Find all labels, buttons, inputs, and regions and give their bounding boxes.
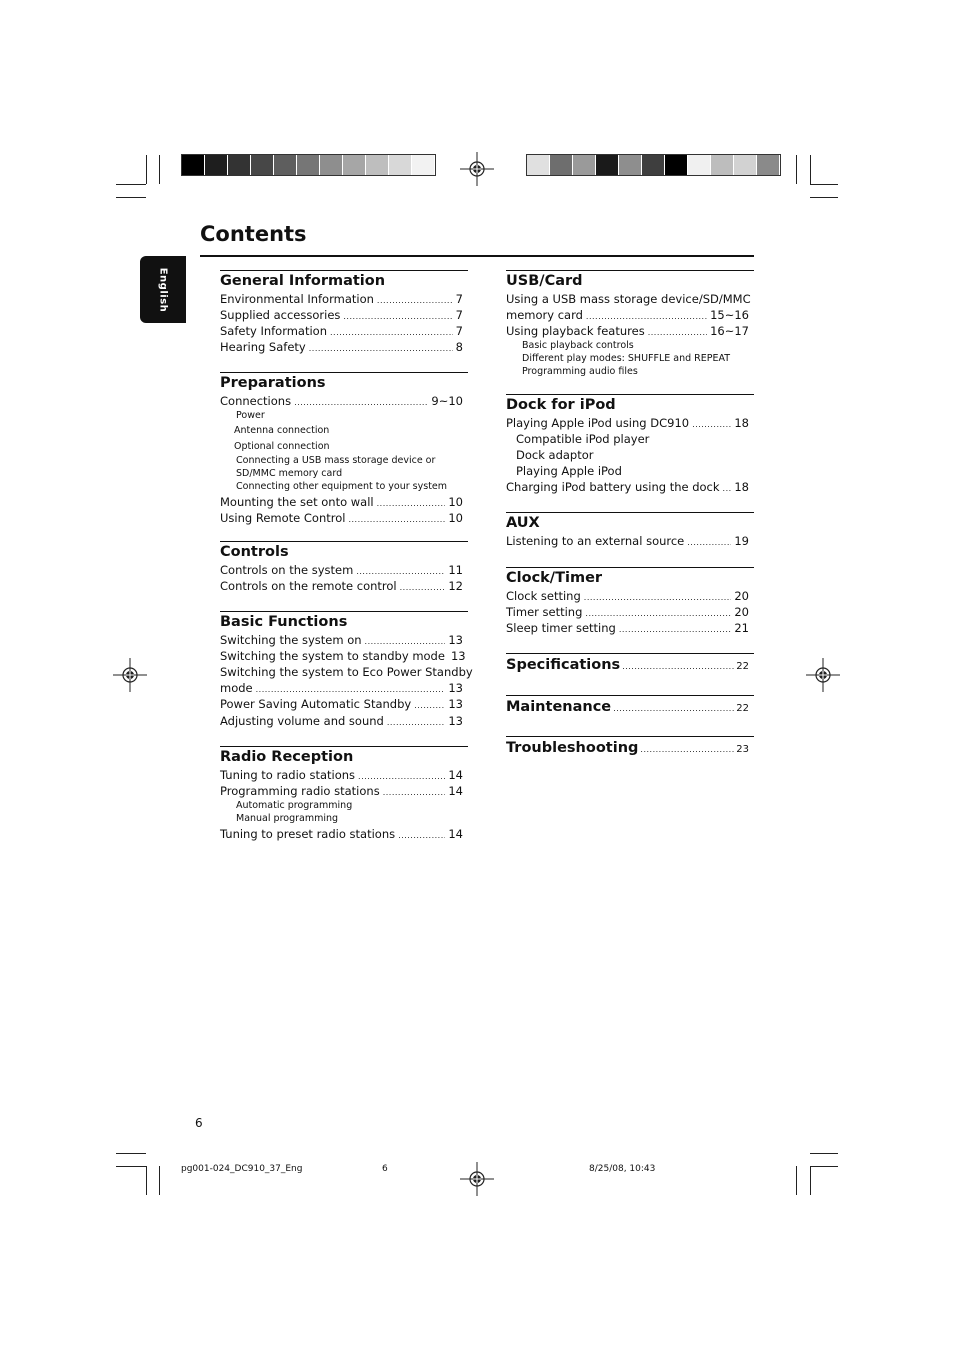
toc-subentry: Antenna connection xyxy=(234,425,330,436)
section-divider xyxy=(506,394,754,395)
color-swatch xyxy=(711,155,734,175)
section-title: Basic Functions xyxy=(220,614,348,630)
color-swatch xyxy=(642,155,665,175)
color-swatch xyxy=(389,155,412,175)
section-maintenance xyxy=(506,695,754,718)
toc-entry[interactable]: Switching the system on ..... 13 xyxy=(220,632,468,648)
color-swatch xyxy=(274,155,297,175)
section-basic-functions xyxy=(220,611,473,729)
color-swatch xyxy=(757,155,780,175)
toc-entry[interactable]: Tuning to preset radio stations ..... 14 xyxy=(220,826,468,842)
page-number: 6 xyxy=(195,1116,203,1130)
section-aux xyxy=(506,512,754,549)
section-preparations xyxy=(220,372,468,526)
language-tab xyxy=(140,256,186,323)
toc-subentry: Dock adaptor xyxy=(516,448,594,462)
section-troubleshooting xyxy=(506,736,754,759)
section-title: General Information xyxy=(220,273,386,289)
toc-entry[interactable]: Adjusting volume and sound ..... 13 xyxy=(220,713,468,729)
toc-entry[interactable]: Specifications ..... 22 xyxy=(506,654,754,676)
toc-entry[interactable]: Connections ..... 9~10 xyxy=(220,393,468,409)
language-tab-label: English xyxy=(157,267,169,313)
toc-subentry: Basic playback controls xyxy=(522,340,634,351)
section-divider xyxy=(506,512,754,513)
color-swatch xyxy=(182,155,205,175)
section-radio-reception xyxy=(220,746,468,842)
toc-subentry: Power xyxy=(236,410,265,421)
toc-subentry: SD/MMC memory card xyxy=(236,468,343,479)
color-swatch xyxy=(343,155,366,175)
footer-filename: pg001-024_DC910_37_Eng xyxy=(181,1164,303,1174)
section-title: Clock/Timer xyxy=(506,570,603,586)
section-divider xyxy=(220,746,468,747)
color-swatch xyxy=(297,155,320,175)
toc-entry[interactable]: Troubleshooting ..... 23 xyxy=(506,737,754,759)
section-title: Radio Reception xyxy=(220,749,354,765)
color-swatch xyxy=(205,155,228,175)
toc-entry[interactable]: Clock setting ..... 20 xyxy=(506,588,754,604)
toc-entry[interactable]: Sleep timer setting ..... 21 xyxy=(506,620,754,636)
color-calibration-bar-left xyxy=(181,154,436,176)
section-divider xyxy=(506,567,754,568)
toc-subentry: Different play modes: SHUFFLE and REPEAT xyxy=(522,353,731,364)
color-swatch xyxy=(596,155,619,175)
registration-target-icon xyxy=(806,658,840,692)
color-calibration-bar-right xyxy=(526,154,781,176)
toc-entry[interactable]: Using Remote Control ..... 10 xyxy=(220,510,468,526)
section-dock-for-ipod xyxy=(506,394,754,495)
color-swatch xyxy=(734,155,757,175)
toc-entry-line: Switching the system to Eco Power Standby xyxy=(220,665,473,679)
toc-subentry: Connecting a USB mass storage device or xyxy=(236,455,436,466)
registration-target-icon xyxy=(113,658,147,692)
section-specifications xyxy=(506,653,754,676)
toc-subentry: Automatic programming xyxy=(236,800,353,811)
section-general-information xyxy=(220,270,468,355)
toc-entry[interactable]: Playing Apple iPod using DC910 ..... 18 xyxy=(506,415,754,431)
color-swatch xyxy=(366,155,389,175)
color-swatch xyxy=(550,155,573,175)
color-swatch xyxy=(665,155,688,175)
toc-entry[interactable]: Listening to an external source ..... 19 xyxy=(506,533,754,549)
color-swatch xyxy=(527,155,550,175)
section-title: Controls xyxy=(220,544,289,560)
color-swatch xyxy=(228,155,251,175)
section-divider xyxy=(220,270,468,271)
toc-entry[interactable]: mode ..... 13 xyxy=(220,680,468,696)
section-usb-card xyxy=(506,270,754,378)
section-divider xyxy=(506,270,754,271)
toc-entry[interactable]: Power Saving Automatic Standby ..... 13 xyxy=(220,696,468,712)
toc-subentry: Playing Apple iPod xyxy=(516,464,622,478)
registration-target-icon xyxy=(460,152,494,186)
toc-entry[interactable]: Timer setting ..... 20 xyxy=(506,604,754,620)
section-title: AUX xyxy=(506,515,540,531)
section-title: USB/Card xyxy=(506,273,583,289)
color-swatch xyxy=(619,155,642,175)
toc-entry[interactable]: Environmental Information ..... 7 xyxy=(220,291,468,307)
toc-subentry: Connecting other equipment to your system xyxy=(236,481,448,492)
toc-entry[interactable]: Programming radio stations ..... 14 xyxy=(220,783,468,799)
toc-subentry: Programming audio files xyxy=(522,366,638,377)
section-divider xyxy=(220,541,468,542)
toc-entry[interactable]: Safety Information ..... 7 xyxy=(220,323,468,339)
page-title: Contents xyxy=(200,222,307,246)
title-divider xyxy=(200,255,754,257)
toc-entry[interactable]: Charging iPod battery using the dock ..... 18 xyxy=(506,479,754,495)
toc-subentry: Manual programming xyxy=(236,813,339,824)
section-divider xyxy=(220,611,468,612)
toc-entry[interactable]: Tuning to radio stations ..... 14 xyxy=(220,767,468,783)
section-divider xyxy=(220,372,468,373)
toc-entry[interactable]: Maintenance ..... 22 xyxy=(506,696,754,718)
footer-page: 6 xyxy=(382,1164,388,1174)
color-swatch xyxy=(412,155,435,175)
toc-subentry: Compatible iPod player xyxy=(516,432,650,446)
toc-entry[interactable]: Switching the system to standby mode 13 xyxy=(220,649,466,663)
toc-entry[interactable]: Supplied accessories ..... 7 xyxy=(220,307,468,323)
toc-entry[interactable]: Hearing Safety ..... 8 xyxy=(220,339,468,355)
toc-entry[interactable]: Mounting the set onto wall ..... 10 xyxy=(220,494,468,510)
toc-entry[interactable]: memory card ..... 15~16 xyxy=(506,307,754,323)
footer-timestamp: 8/25/08, 10:43 xyxy=(589,1164,656,1174)
toc-entry-line: Using a USB mass storage device/SD/MMC xyxy=(506,292,751,306)
section-title: Dock for iPod xyxy=(506,397,616,413)
color-swatch xyxy=(251,155,274,175)
section-controls xyxy=(220,541,468,594)
toc-subentry: Optional connection xyxy=(234,441,330,452)
toc-entry[interactable]: Controls on the remote control ..... 12 xyxy=(220,578,468,594)
registration-target-icon xyxy=(460,1162,494,1196)
section-title: Preparations xyxy=(220,375,326,391)
color-swatch xyxy=(320,155,343,175)
toc-entry[interactable]: Controls on the system ..... 11 xyxy=(220,562,468,578)
color-swatch xyxy=(688,155,711,175)
color-swatch xyxy=(573,155,596,175)
toc-entry[interactable]: Using playback features ..... 16~17 xyxy=(506,323,754,339)
section-clock-timer xyxy=(506,567,754,636)
